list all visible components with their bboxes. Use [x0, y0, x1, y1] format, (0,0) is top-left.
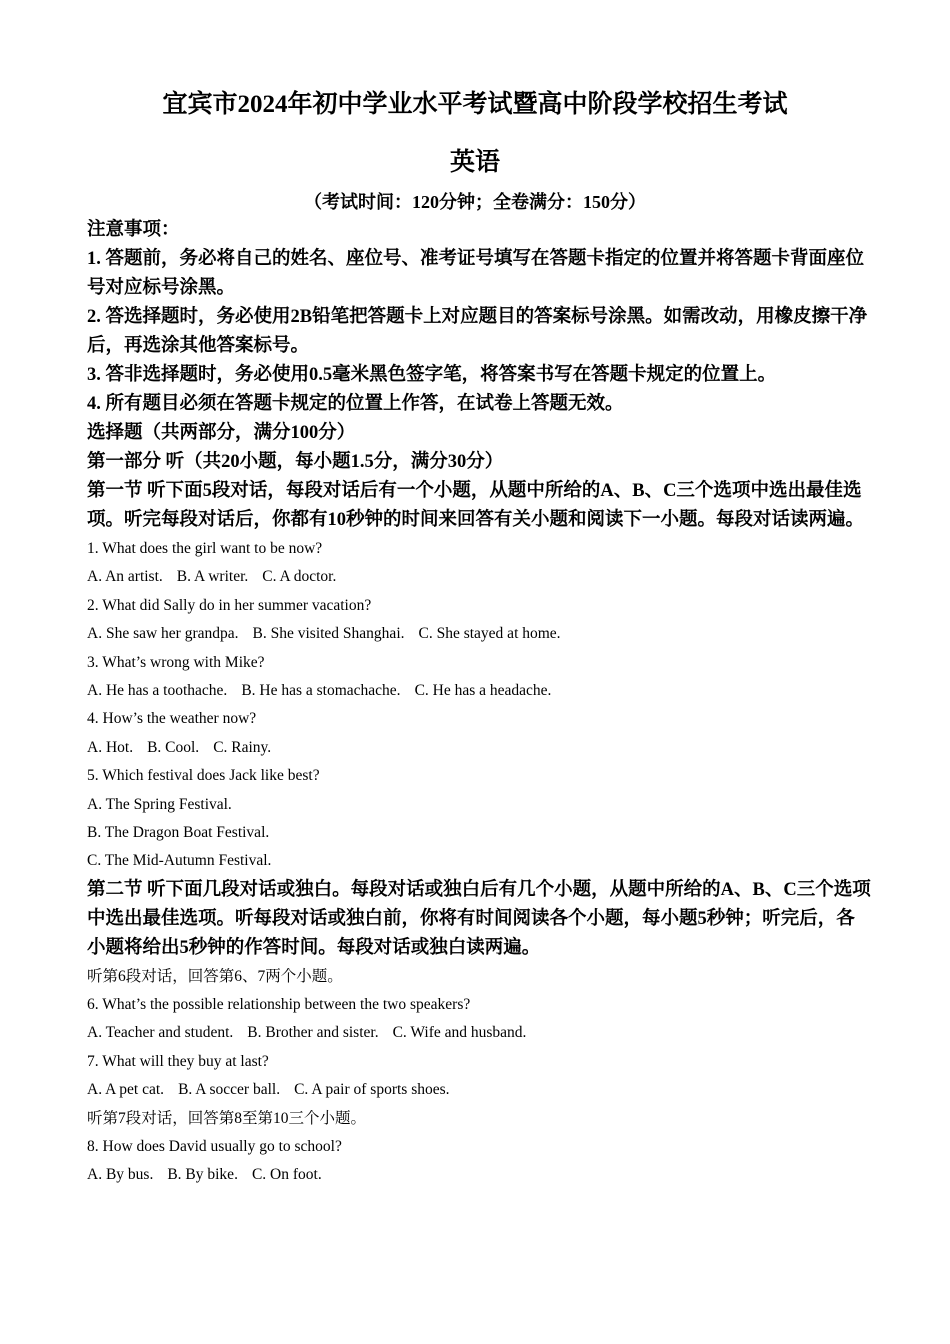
option-b: B. A soccer ball.: [178, 1081, 281, 1099]
option-b: B. She visited Shanghai.: [252, 625, 405, 643]
question-5-option-c: C. The Mid-Autumn Festival.: [87, 852, 272, 870]
question-1: 1. What does the girl want to be now?: [87, 540, 323, 557]
option-a: A. A pet cat.: [87, 1081, 165, 1099]
question-4-options: [87, 734, 872, 762]
note-item-4: 4. 所有题目必须在答题卡规定的位置上作答，在试卷上答题无效。: [87, 394, 624, 414]
exam-body: [87, 216, 872, 1190]
dialogue-7-note: 听第7段对话，回答第8至第10三个小题。: [87, 1109, 367, 1127]
exam-info: （考试时间：120分钟；全卷满分：150分）: [304, 192, 646, 212]
option-c: C. Rainy.: [213, 738, 272, 756]
option-c: C. A doctor.: [262, 568, 337, 586]
note-item-2: 2. 答选择题时，务必使用2B铅笔把答题卡上对应题目的答案标号涂黑。如需改动，用橡皮擦干净后，再选涂其他答案标号。: [87, 307, 868, 356]
option-b: B. A writer.: [176, 568, 249, 586]
question-2: 2. What did Sally do in her summer vacation?: [87, 596, 372, 614]
question-2-options: [87, 620, 872, 648]
notes-heading: 注意事项：: [87, 220, 180, 240]
option-b: B. He has a stomachache.: [241, 681, 401, 699]
option-c: C. On foot.: [251, 1166, 322, 1184]
question-5-option-a: A. The Spring Festival.: [87, 795, 232, 813]
question-6-options: [87, 1019, 872, 1047]
question-3: 3. What’s wrong with Mike?: [87, 653, 265, 671]
option-b: B. Brother and sister.: [247, 1024, 379, 1042]
option-a: A. Teacher and student.: [87, 1024, 234, 1042]
option-c: C. She stayed at home.: [418, 625, 561, 643]
question-7-options: [87, 1076, 872, 1104]
question-4: 4. How’s the weather now?: [87, 710, 257, 728]
note-item-1: 1. 答题前，务必将自己的姓名、座位号、准考证号填写在答题卡指定的位置并将答题卡背面座位号对应标号涂黑。: [87, 249, 865, 298]
question-8: 8. How does David usually go to school?: [87, 1138, 342, 1156]
section2-instructions: 第二节 听下面几段对话或独白。每段对话或独白后有几个小题，从题中所给的A、B、C三个选项中选出最佳选项。听每段对话或独白前，你将有时间阅读各个小题，每小题5秒钟；听完后，各小题将给出5秒钟的作答时间。每段对话或独白读两遍。: [87, 879, 871, 958]
question-5-option-b: B. The Dragon Boat Festival.: [87, 823, 270, 841]
section1-instructions: 第一节 听下面5段对话，每段对话后有一个小题，从题中所给的A、B、C三个选项中选出最佳选项。听完每段对话后，你都有10秒钟的时间来回答有关小题和阅读下一小题。每段对话读两遍。: [87, 481, 865, 530]
question-6: 6. What’s the possible relationship between the two speakers?: [87, 996, 471, 1014]
part1-title: 第一部分 听（共20小题，每小题1.5分，满分30分）: [87, 452, 504, 472]
question-5: 5. Which festival does Jack like best?: [87, 767, 320, 785]
option-c: C. Wife and husband.: [392, 1024, 527, 1042]
subject-title: 英语: [449, 149, 500, 176]
question-8-options: [87, 1161, 872, 1189]
question-3-options: [87, 677, 872, 705]
exam-title: 宜宾市2024年初中学业水平考试暨高中阶段学校招生考试: [162, 91, 788, 118]
note-item-3: 3. 答非选择题时，务必使用0.5毫米黑色签字笔，将答案书写在答题卡规定的位置上。: [87, 365, 777, 385]
option-a: A. She saw her grandpa.: [87, 625, 239, 643]
option-a: A. By bus.: [87, 1166, 154, 1184]
question-7: 7. What will they buy at last?: [87, 1052, 269, 1070]
option-c: C. He has a headache.: [414, 681, 552, 699]
option-b: B. By bike.: [167, 1166, 238, 1184]
dialogue-6-note: 听第6段对话，回答第6、7两个小题。: [87, 967, 343, 985]
option-a: A. He has a toothache.: [87, 681, 228, 699]
option-a: A. Hot.: [87, 738, 134, 756]
question-1-options: [87, 563, 872, 591]
option-b: B. Cool.: [147, 738, 200, 756]
choice-section-title: 选择题（共两部分，满分100分）: [87, 423, 356, 443]
option-c: C. A pair of sports shoes.: [294, 1081, 450, 1099]
option-a: A. An artist.: [87, 568, 163, 586]
